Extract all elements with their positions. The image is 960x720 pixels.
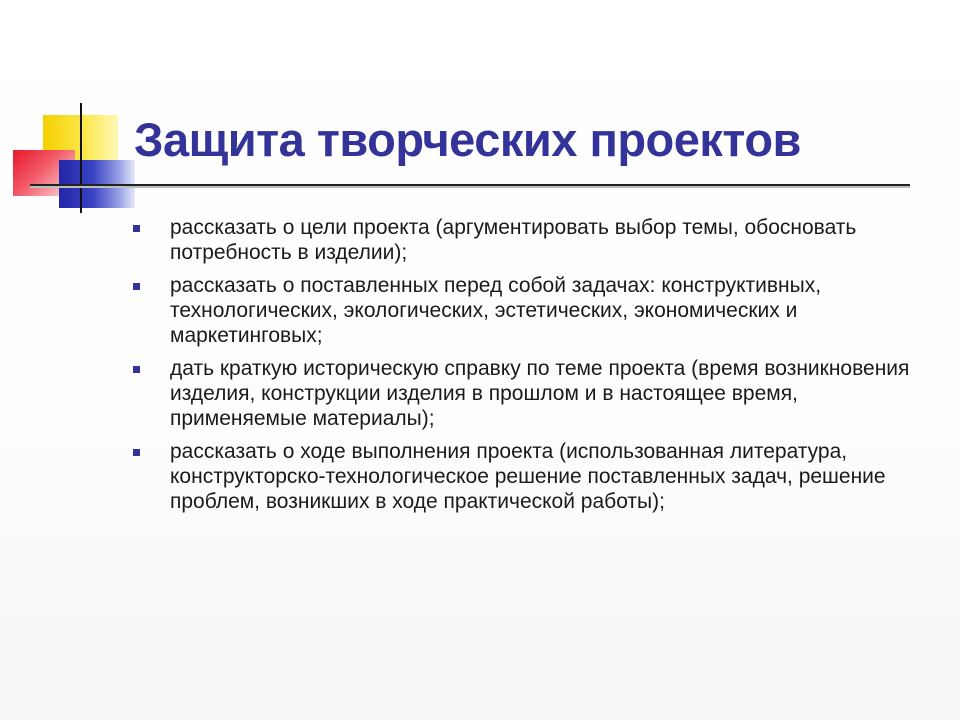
bullet-text: дать краткую историческую справку по теме проекта (время возникновения изделия, конструкции изделия в прошлом и в настоящее время, применяемые материалы);: [170, 357, 910, 430]
square-bullet-icon: [133, 449, 140, 456]
square-bullet-icon: [133, 366, 140, 373]
title-underline: [30, 184, 910, 186]
square-bullet-icon: [133, 283, 140, 290]
bullet-item: [132, 439, 922, 514]
title-underline-shadow: [30, 186, 910, 188]
bullet-list: [132, 215, 922, 522]
bullet-item: [132, 273, 922, 348]
square-bullet-icon: [133, 225, 140, 232]
bullet-text: рассказать о ходе выполнения проекта (использованная литература, конструкторско-технологическое решение поставленных задач, решение проблем, возникших в ходе практической работы);: [170, 440, 886, 513]
bullet-item: [132, 215, 922, 265]
bullet-text: рассказать о цели проекта (аргументировать выбор темы, обосновать потребность в изделии);: [170, 216, 857, 264]
decorative-vertical-line: [80, 103, 82, 213]
bullet-item: [132, 356, 922, 431]
slide-title: Защита творческих проектов: [134, 113, 801, 166]
bullet-text: рассказать о поставленных перед собой задачах: конструктивных, технологических, экологических, эстетических, экономических и маркетинговых;: [170, 274, 822, 347]
